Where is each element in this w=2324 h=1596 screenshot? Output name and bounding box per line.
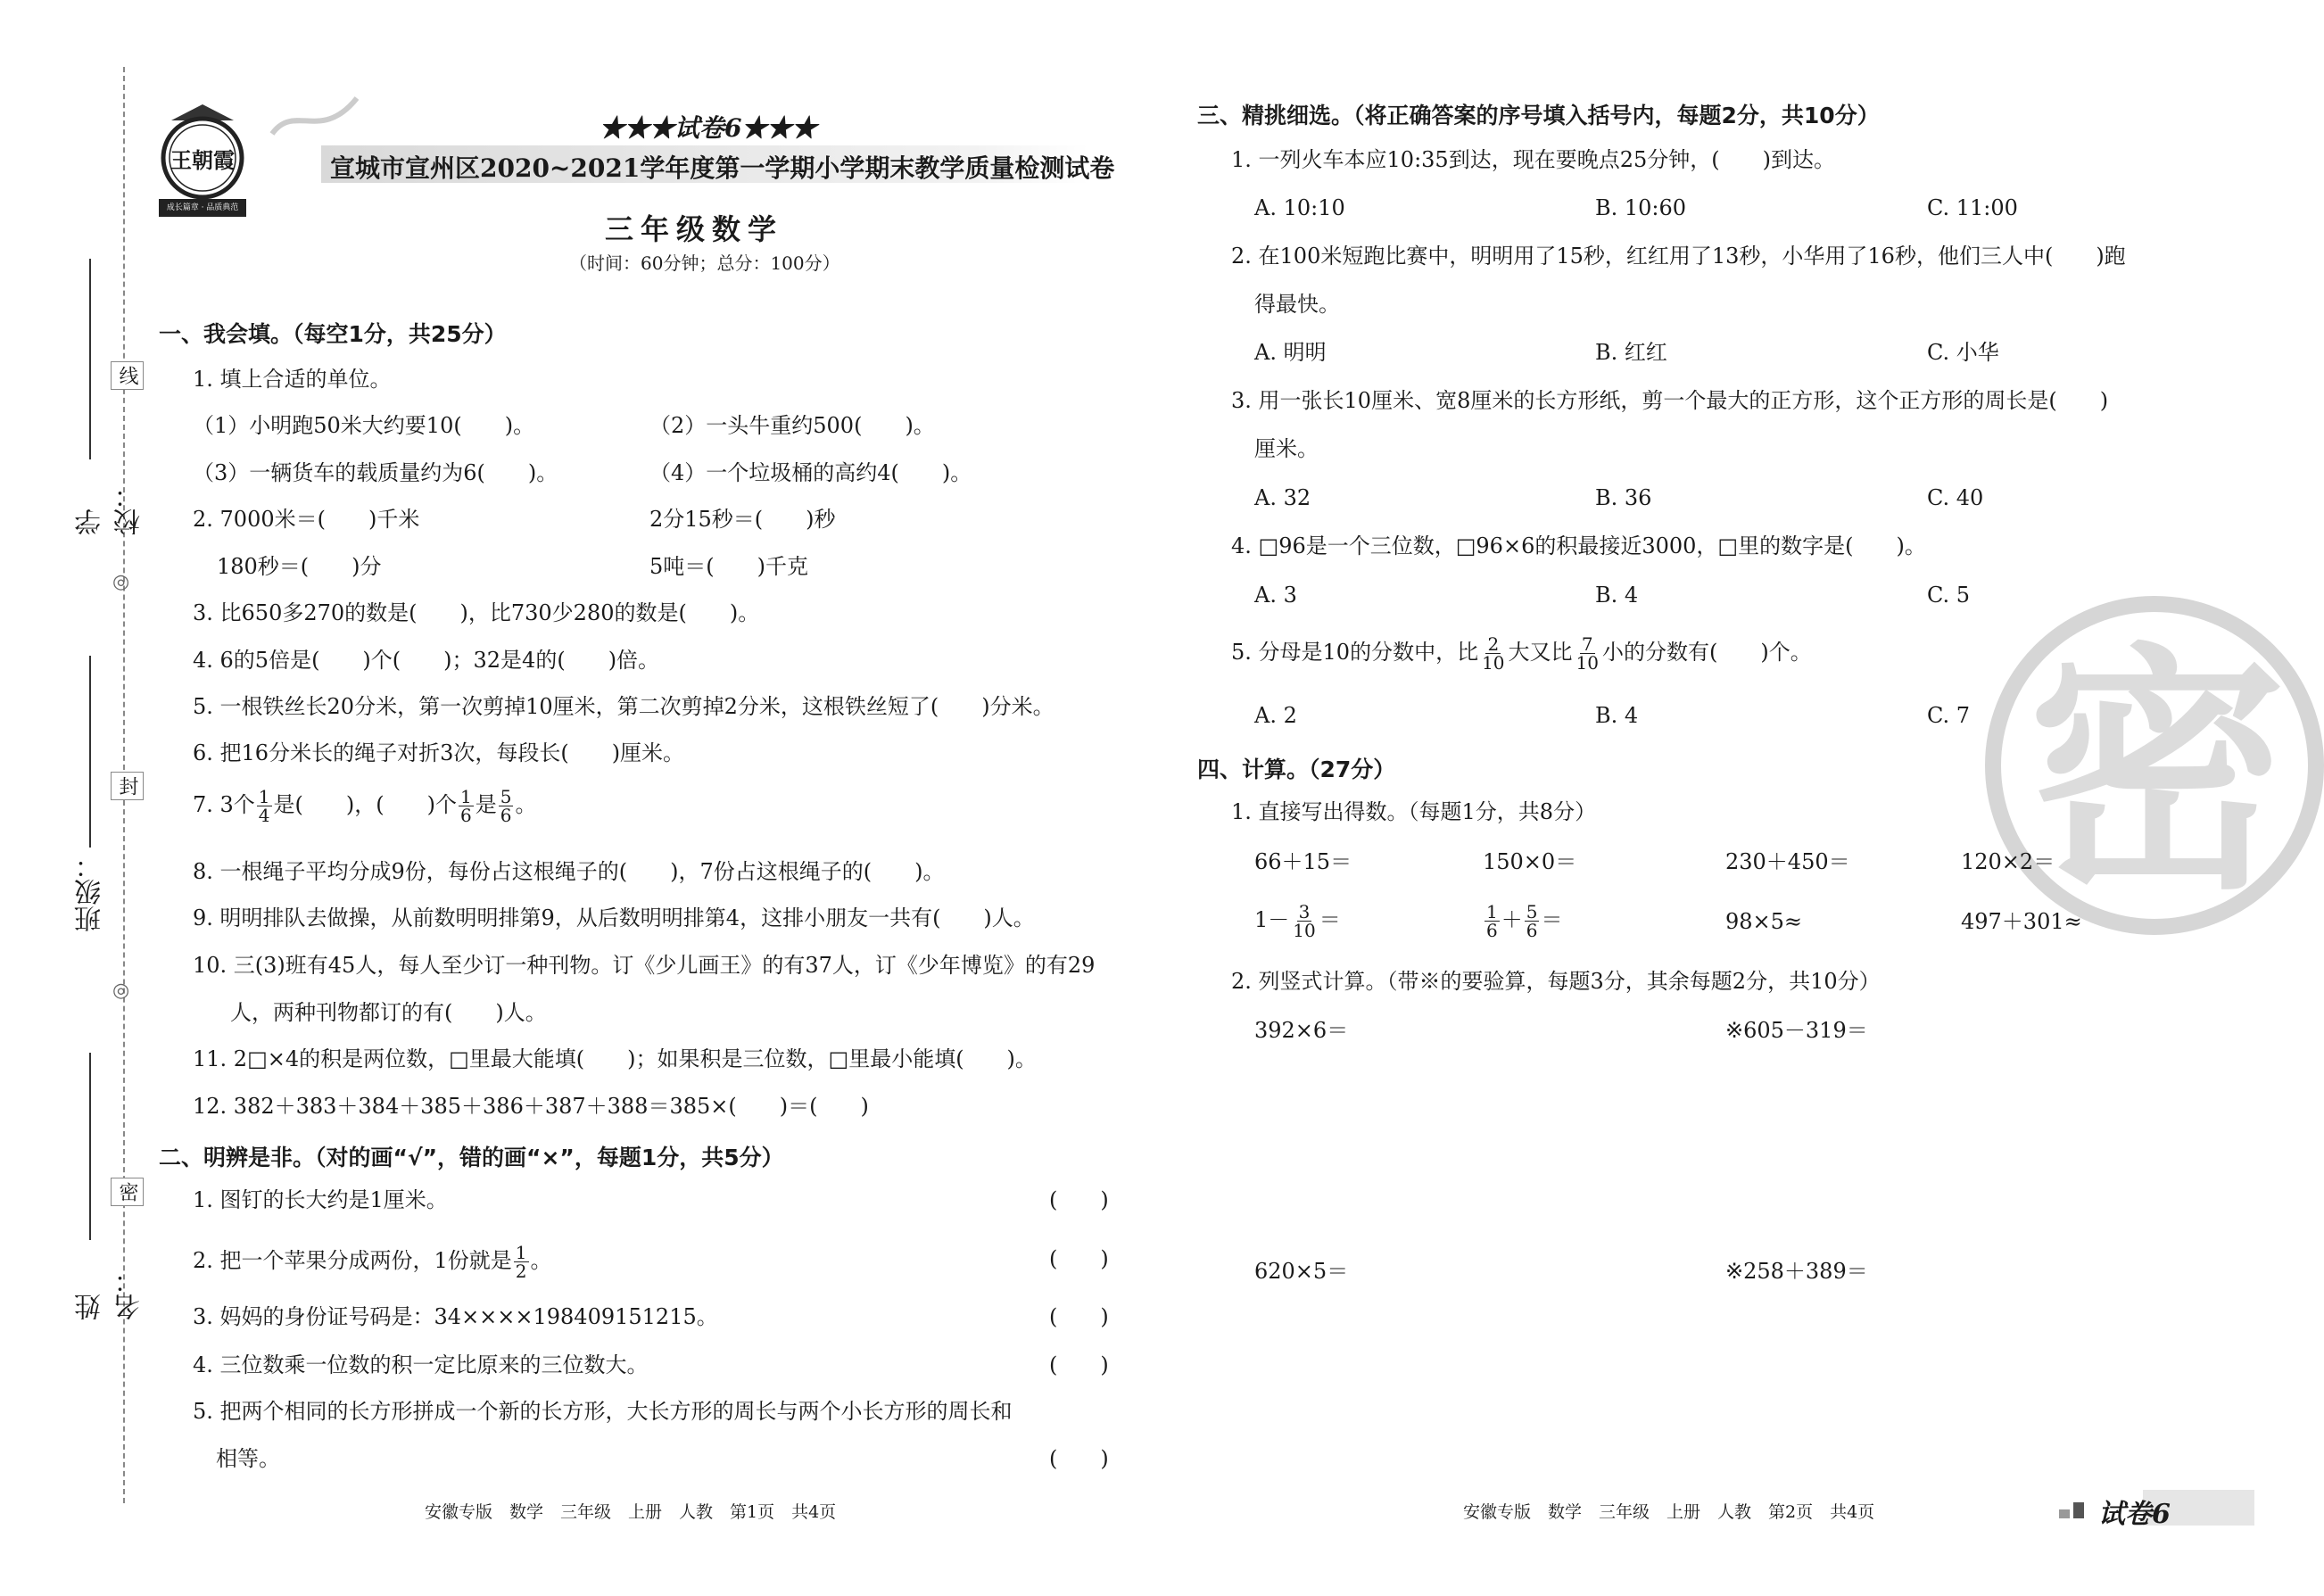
answer-bracket[interactable]: ( ) xyxy=(1049,1446,1109,1471)
option-b[interactable]: B. 4 xyxy=(1595,703,1639,728)
answer-bracket[interactable]: ( ) xyxy=(1049,1246,1109,1271)
s1-q2b: 2分15秒＝( )秒 xyxy=(649,507,836,532)
option-c[interactable]: C. 小华 xyxy=(1927,340,1999,365)
section2-title: 二、明辨是非。（对的画“√”，错的画“×”，每题1分，共5分） xyxy=(159,1145,784,1170)
class-field[interactable] xyxy=(70,656,105,941)
vertical-calc-item: ※605－319＝ xyxy=(1725,1018,1868,1043)
fraction: $\frac{1}{2}$ xyxy=(515,1242,527,1282)
s2-q5a: 5. 把两个相同的长方形拼成一个新的长方形，大长方形的周长与两个小长方形的周长和 xyxy=(193,1399,1013,1424)
footer-badge xyxy=(2052,1490,2254,1530)
s2-q2-text-b: 。 xyxy=(530,1248,552,1273)
s2-q4: 4. 三位数乘一位数的积一定比原来的三位数大。 xyxy=(193,1352,649,1377)
s1-q1-4: （4）一个垃圾桶的高约4( )。 xyxy=(649,460,972,485)
answer-bracket[interactable]: ( ) xyxy=(1049,1304,1109,1329)
s3-q5-text-b: 大又比 xyxy=(1508,640,1573,665)
calc-text: ＝ xyxy=(1541,907,1563,932)
option-a[interactable]: A. 32 xyxy=(1254,485,1311,510)
option-b[interactable]: B. 36 xyxy=(1595,485,1652,510)
vertical-calc-item: 392×6＝ xyxy=(1254,1018,1349,1043)
binding-ornament: ◎ xyxy=(112,980,130,1002)
option-c[interactable]: C. 5 xyxy=(1927,583,1971,608)
calc-item xyxy=(1254,903,1341,939)
section4-title: 四、计算。（27分） xyxy=(1197,757,1396,782)
binding-ornament: ◎ xyxy=(112,571,130,593)
seal-char-xian: 线 xyxy=(111,361,144,390)
s1-q7-text-d: 。 xyxy=(515,792,537,817)
s1-q5: 5. 一根铁丝长20分米，第一次剪掉10厘米，第二次剪掉2分米，这根铁丝短了( )分米。 xyxy=(193,694,1054,719)
badge-deco xyxy=(2059,1509,2070,1518)
calc-item: 66＋15＝ xyxy=(1254,849,1352,874)
fraction: $\frac{1}{6}$ xyxy=(1486,901,1498,941)
class-label: 班级： xyxy=(75,852,106,932)
s1-q2a: 2. 7000米＝( )千米 xyxy=(193,507,420,532)
option-a[interactable]: A. 明明 xyxy=(1254,340,1327,365)
s3-q2b: 得最快。 xyxy=(1254,292,1340,317)
subject-title: 三年级数学 xyxy=(605,212,784,246)
s1-q10a: 10. 三(3)班有45人，每人至少订一种刊物。订《少儿画王》的有37人，订《少年博览》的有29 xyxy=(193,953,1096,978)
s4-q1: 1. 直接写出得数。（每题1分，共8分） xyxy=(1231,799,1597,824)
s1-q2c: 180秒＝( )分 xyxy=(217,554,382,579)
fraction: $\frac{3}{10}$ xyxy=(1293,901,1316,941)
s3-q5-text-a: 5. 分母是10的分数中，比 xyxy=(1231,640,1479,665)
s1-q1-1: （1）小明跑50米大约要10( )。 xyxy=(193,413,535,438)
name-field[interactable] xyxy=(70,1053,145,1320)
calc-item: 120×2＝ xyxy=(1961,849,2055,874)
watermark-seal xyxy=(1985,596,2324,935)
s1-q12: 12. 382＋383＋384＋385＋386＋387＋388＝385×( )＝( ) xyxy=(193,1094,869,1119)
fraction: $\frac{5}{6}$ xyxy=(500,786,512,826)
s4-q2: 2. 列竖式计算。（带※的要验算，每题3分，其余每题2分，共10分） xyxy=(1231,969,1881,994)
s1-q2d: 5吨＝( )千克 xyxy=(649,554,808,579)
option-c[interactable]: C. 40 xyxy=(1927,485,1984,510)
s1-q6: 6. 把16分米长的绳子对折3次，每段长( )厘米。 xyxy=(193,740,685,765)
s1-q1: 1. 填上合适的单位。 xyxy=(193,367,392,392)
seal-char-feng: 封 xyxy=(111,772,144,800)
section3-title: 三、精挑细选。（将正确答案的序号填入括号内，每题2分，共10分） xyxy=(1197,103,1880,128)
s1-q4: 4. 6的5倍是( )个( )；32是4的( )倍。 xyxy=(193,648,660,673)
watermark-char: 密 xyxy=(2028,621,2287,924)
s3-q1: 1. 一列火车本应10:35到达，现在要晚点25分钟，( )到达。 xyxy=(1231,147,1835,172)
option-b[interactable]: B. 10:60 xyxy=(1595,195,1687,220)
footer-right: 安徽专版 数学 三年级 上册 人教 第2页 共4页 xyxy=(1463,1502,1875,1522)
time-info: （时间：60分钟；总分：100分） xyxy=(569,252,840,274)
calc-item xyxy=(1483,903,1562,939)
s3-q5 xyxy=(1231,635,1812,672)
fraction: $\frac{1}{4}$ xyxy=(258,786,270,826)
option-a[interactable]: A. 10:10 xyxy=(1254,195,1345,220)
name-label: 姓名： xyxy=(75,1267,145,1320)
calc-item: 497＋301≈ xyxy=(1961,909,2082,934)
s2-q3: 3. 妈妈的身份证号码是：34××××198409151215。 xyxy=(193,1304,718,1329)
footer-left: 安徽专版 数学 三年级 上册 人教 第1页 共4页 xyxy=(425,1502,837,1522)
vertical-calc-item: ※258＋389＝ xyxy=(1725,1259,1868,1284)
calc-item: 98×5≈ xyxy=(1725,909,1803,934)
option-c[interactable]: C. 11:00 xyxy=(1927,195,2018,220)
fraction: $\frac{1}{6}$ xyxy=(459,786,472,826)
s3-q2a: 2. 在100米短跑比赛中，明明用了15秒，红红用了13秒，小华用了16秒，他们三人中( )跑 xyxy=(1231,244,2126,269)
seal-char-mi: 密 xyxy=(111,1178,144,1206)
s1-q3: 3. 比650多270的数是( )，比730少280的数是( )。 xyxy=(193,600,760,625)
section1-title: 一、我会填。（每空1分，共25分） xyxy=(159,321,507,347)
option-b[interactable]: B. 红红 xyxy=(1595,340,1667,365)
school-label: 学校： xyxy=(75,482,145,535)
series-badge: ★★★试卷6★★★ xyxy=(600,113,817,143)
ribbon-decoration xyxy=(268,94,366,147)
answer-bracket[interactable]: ( ) xyxy=(1049,1352,1109,1377)
s2-q2-text-a: 2. 把一个苹果分成两份，1份就是 xyxy=(193,1248,512,1273)
s1-q7-text-a: 7. 3个 xyxy=(193,792,255,817)
s1-q11: 11. 2□×4的积是两位数，□里最大能填( )；如果积是三位数，□里最小能填( )。 xyxy=(193,1046,1037,1071)
fraction: $\frac{7}{10}$ xyxy=(1576,633,1599,674)
option-b[interactable]: B. 4 xyxy=(1595,583,1639,608)
vertical-calc-item: 620×5＝ xyxy=(1254,1259,1349,1284)
school-field[interactable] xyxy=(70,250,145,535)
s3-q3b: 厘米。 xyxy=(1254,436,1319,461)
calc-item: 150×0＝ xyxy=(1483,849,1577,874)
logo-subtext: 成长篇章 · 品质典范 xyxy=(166,203,239,212)
option-a[interactable]: A. 3 xyxy=(1254,583,1297,608)
s1-q7 xyxy=(193,788,536,824)
logo-text: 王朝霞 xyxy=(170,147,235,173)
fraction: $\frac{5}{6}$ xyxy=(1526,901,1538,941)
calc-text: ＝ xyxy=(1319,907,1341,932)
s1-q7-text-b: 是( )，( )个 xyxy=(273,792,457,817)
badge-deco xyxy=(2073,1502,2084,1518)
exam-title: 宣城市宣州区2020~2021学年度第一学期小学期末教学质量检测试卷 xyxy=(330,153,1115,183)
s2-q1: 1. 图钉的长大约是1厘米。 xyxy=(193,1187,448,1212)
s1-q10b: 人，两种刊物都订的有( )人。 xyxy=(230,1000,547,1025)
calc-item: 230＋450＝ xyxy=(1725,849,1850,874)
s2-q2 xyxy=(193,1244,552,1280)
s1-q1-2: （2）一头牛重约500( )。 xyxy=(649,413,935,438)
s1-q9: 9. 明明排队去做操，从前数明明排第9，从后数明明排第4，这排小朋友一共有( )人。 xyxy=(193,906,1035,930)
option-c[interactable]: C. 7 xyxy=(1927,703,1971,728)
logo xyxy=(153,103,252,223)
answer-bracket[interactable]: ( ) xyxy=(1049,1187,1109,1212)
fraction: $\frac{2}{10}$ xyxy=(1482,633,1505,674)
option-a[interactable]: A. 2 xyxy=(1254,703,1297,728)
title-banner xyxy=(321,145,1115,183)
s3-q3a: 3. 用一张长10厘米、宽8厘米的长方形纸，剪一个最大的正方形，这个正方形的周长是( ) xyxy=(1231,388,2109,413)
calc-text: 1－ xyxy=(1254,907,1290,932)
s1-q8: 8. 一根绳子平均分成9份，每份占这根绳子的( )，7份占这根绳子的( )。 xyxy=(193,859,945,884)
s1-q1-3: （3）一辆货车的载质量约为6( )。 xyxy=(193,460,558,485)
calc-text: ＋ xyxy=(1501,907,1523,932)
s2-q5b: 相等。 xyxy=(216,1446,280,1471)
s3-q4: 4. □96是一个三位数，□96×6的积最接近3000，□里的数字是( )。 xyxy=(1231,533,1926,558)
footer-badge-text: 试卷6 xyxy=(2098,1499,2171,1530)
s3-q5-text-c: 小的分数有( )个。 xyxy=(1601,640,1812,665)
s1-q7-text-c: 是 xyxy=(475,792,497,817)
